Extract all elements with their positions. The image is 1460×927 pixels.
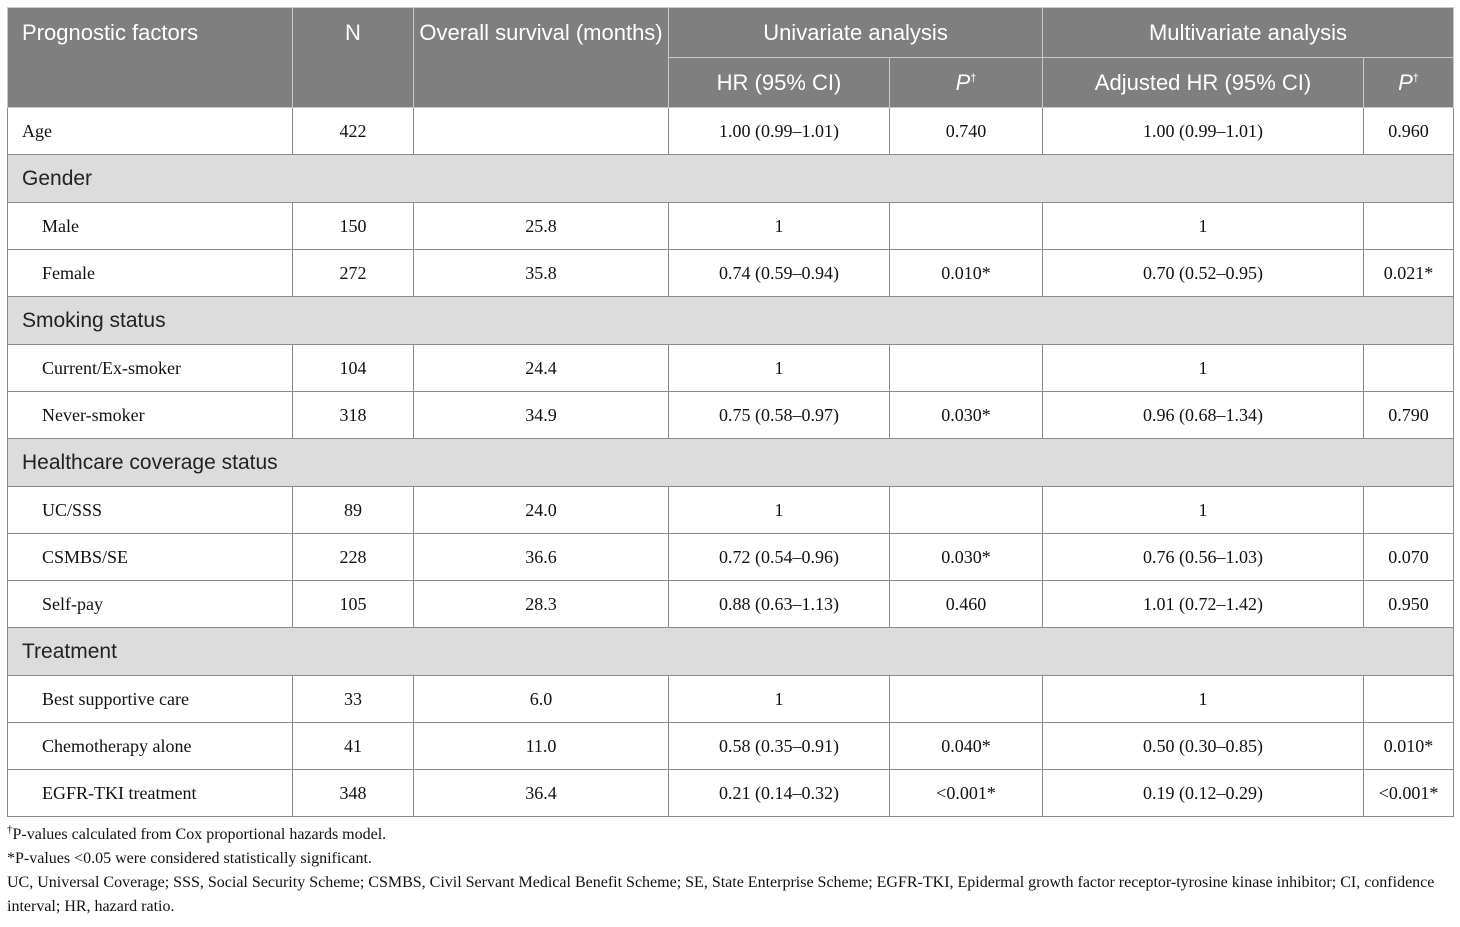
cell-adj-p: 0.010* (1364, 723, 1454, 770)
cell-n: 150 (293, 203, 414, 250)
row-label: Self-pay (8, 581, 293, 628)
dagger-mark: † (1412, 72, 1419, 85)
cell-n: 422 (293, 108, 414, 155)
cell-adj-hr: 0.50 (0.30–0.85) (1043, 723, 1364, 770)
section-title: Gender (8, 155, 1454, 203)
table-row-female (8, 250, 1454, 297)
header-adjusted-hr-ci: Adjusted HR (95% CI) (1043, 58, 1364, 108)
table-row-best-supportive-care (8, 676, 1454, 723)
cell-hr: 0.75 (0.58–0.97) (669, 392, 890, 439)
cell-hr: 0.88 (0.63–1.13) (669, 581, 890, 628)
row-label: Female (8, 250, 293, 297)
dagger-mark: † (970, 72, 977, 85)
table-footnotes (7, 823, 1453, 919)
cell-adj-p: <0.001* (1364, 770, 1454, 817)
cell-adj-p: 0.960 (1364, 108, 1454, 155)
table-row-egfr-tki (8, 770, 1454, 817)
cell-hr: 0.21 (0.14–0.32) (669, 770, 890, 817)
header-prognostic-factors: Prognostic factors (8, 8, 293, 108)
table-row-self-pay (8, 581, 1454, 628)
footnote-abbreviations: UC, Universal Coverage; SSS, Social Security Scheme; CSMBS, Civil Servant Medical Benefit Scheme; SE, State Enterprise Scheme; EGFR-TKI, Epidermal growth factor receptor-tyrosine kinase inhibitor; CI, confidence interval; HR, hazard ratio. (7, 874, 1435, 915)
cell-adj-p: 0.790 (1364, 392, 1454, 439)
cell-p: 0.040* (890, 723, 1043, 770)
cell-adj-p: 0.950 (1364, 581, 1454, 628)
cell-adj-hr: 0.19 (0.12–0.29) (1043, 770, 1364, 817)
cell-os: 11.0 (414, 723, 669, 770)
cell-os: 24.0 (414, 487, 669, 534)
cell-adj-hr: 1 (1043, 203, 1364, 250)
table-row-chemotherapy (8, 723, 1454, 770)
cell-p (890, 345, 1043, 392)
footnote-star: *P-values <0.05 were considered statistically significant. (7, 850, 372, 867)
cell-n: 318 (293, 392, 414, 439)
cell-adj-p (1364, 676, 1454, 723)
section-row-gender (8, 155, 1454, 203)
header-p-univariate (890, 58, 1043, 108)
cell-adj-p (1364, 487, 1454, 534)
cell-p: 0.030* (890, 392, 1043, 439)
section-row-treatment (8, 628, 1454, 676)
cell-hr: 0.72 (0.54–0.96) (669, 534, 890, 581)
footnote-dagger-text: P-values calculated from Cox proportional hazards model. (12, 826, 387, 843)
cell-adj-hr: 0.96 (0.68–1.34) (1043, 392, 1364, 439)
cell-adj-hr: 1.00 (0.99–1.01) (1043, 108, 1364, 155)
results-table-container (7, 7, 1453, 919)
cell-hr: 1 (669, 676, 890, 723)
header-hr-ci: HR (95% CI) (669, 58, 890, 108)
table-row-csmbs-se (8, 534, 1454, 581)
cell-n: 348 (293, 770, 414, 817)
cell-os: 6.0 (414, 676, 669, 723)
cell-adj-hr: 1 (1043, 487, 1364, 534)
cell-adj-p (1364, 345, 1454, 392)
cell-n: 89 (293, 487, 414, 534)
row-label: Chemotherapy alone (8, 723, 293, 770)
header-univariate: Univariate analysis (669, 8, 1043, 58)
table-row-age (8, 108, 1454, 155)
cell-os: 36.4 (414, 770, 669, 817)
cell-n: 228 (293, 534, 414, 581)
table-row-never-smoker (8, 392, 1454, 439)
header-p-multivariate (1364, 58, 1454, 108)
header-multivariate: Multivariate analysis (1043, 8, 1454, 58)
row-label: EGFR-TKI treatment (8, 770, 293, 817)
cell-os: 28.3 (414, 581, 669, 628)
table-row-current-smoker (8, 345, 1454, 392)
cell-os: 35.8 (414, 250, 669, 297)
cell-adj-hr: 0.76 (0.56–1.03) (1043, 534, 1364, 581)
cell-p: <0.001* (890, 770, 1043, 817)
header-p-label: P (955, 69, 971, 95)
cell-p (890, 676, 1043, 723)
section-row-smoking (8, 297, 1454, 345)
cell-hr: 1 (669, 345, 890, 392)
row-label: Age (8, 108, 293, 155)
cell-hr: 1 (669, 487, 890, 534)
section-title: Healthcare coverage status (8, 439, 1454, 487)
cell-n: 41 (293, 723, 414, 770)
header-n: N (293, 8, 414, 108)
cell-adj-hr: 1 (1043, 676, 1364, 723)
cell-p: 0.030* (890, 534, 1043, 581)
cell-p: 0.740 (890, 108, 1043, 155)
section-title: Treatment (8, 628, 1454, 676)
cell-adj-hr: 1.01 (0.72–1.42) (1043, 581, 1364, 628)
cell-n: 104 (293, 345, 414, 392)
cell-adj-p: 0.021* (1364, 250, 1454, 297)
cell-os: 25.8 (414, 203, 669, 250)
cell-adj-p: 0.070 (1364, 534, 1454, 581)
cell-hr: 0.74 (0.59–0.94) (669, 250, 890, 297)
row-label: Never-smoker (8, 392, 293, 439)
table-row-uc-sss (8, 487, 1454, 534)
row-label: Current/Ex-smoker (8, 345, 293, 392)
prognostic-factors-table (7, 7, 1454, 817)
cell-hr: 0.58 (0.35–0.91) (669, 723, 890, 770)
row-label: CSMBS/SE (8, 534, 293, 581)
cell-hr: 1.00 (0.99–1.01) (669, 108, 890, 155)
cell-os: 34.9 (414, 392, 669, 439)
table-row-male (8, 203, 1454, 250)
section-row-coverage (8, 439, 1454, 487)
cell-os (414, 108, 669, 155)
cell-p (890, 487, 1043, 534)
cell-n: 105 (293, 581, 414, 628)
cell-os: 36.6 (414, 534, 669, 581)
cell-p (890, 203, 1043, 250)
header-p-label: P (1398, 69, 1413, 95)
cell-adj-p (1364, 203, 1454, 250)
cell-adj-hr: 1 (1043, 345, 1364, 392)
header-overall-survival: Overall survival (months) (414, 8, 669, 108)
section-title: Smoking status (8, 297, 1454, 345)
cell-p: 0.010* (890, 250, 1043, 297)
dagger-mark: † (7, 823, 13, 836)
table-header (8, 8, 1454, 108)
cell-n: 272 (293, 250, 414, 297)
row-label: Male (8, 203, 293, 250)
cell-hr: 1 (669, 203, 890, 250)
cell-os: 24.4 (414, 345, 669, 392)
cell-n: 33 (293, 676, 414, 723)
footnote-dagger (7, 823, 1453, 847)
row-label: Best supportive care (8, 676, 293, 723)
cell-p: 0.460 (890, 581, 1043, 628)
row-label: UC/SSS (8, 487, 293, 534)
cell-adj-hr: 0.70 (0.52–0.95) (1043, 250, 1364, 297)
